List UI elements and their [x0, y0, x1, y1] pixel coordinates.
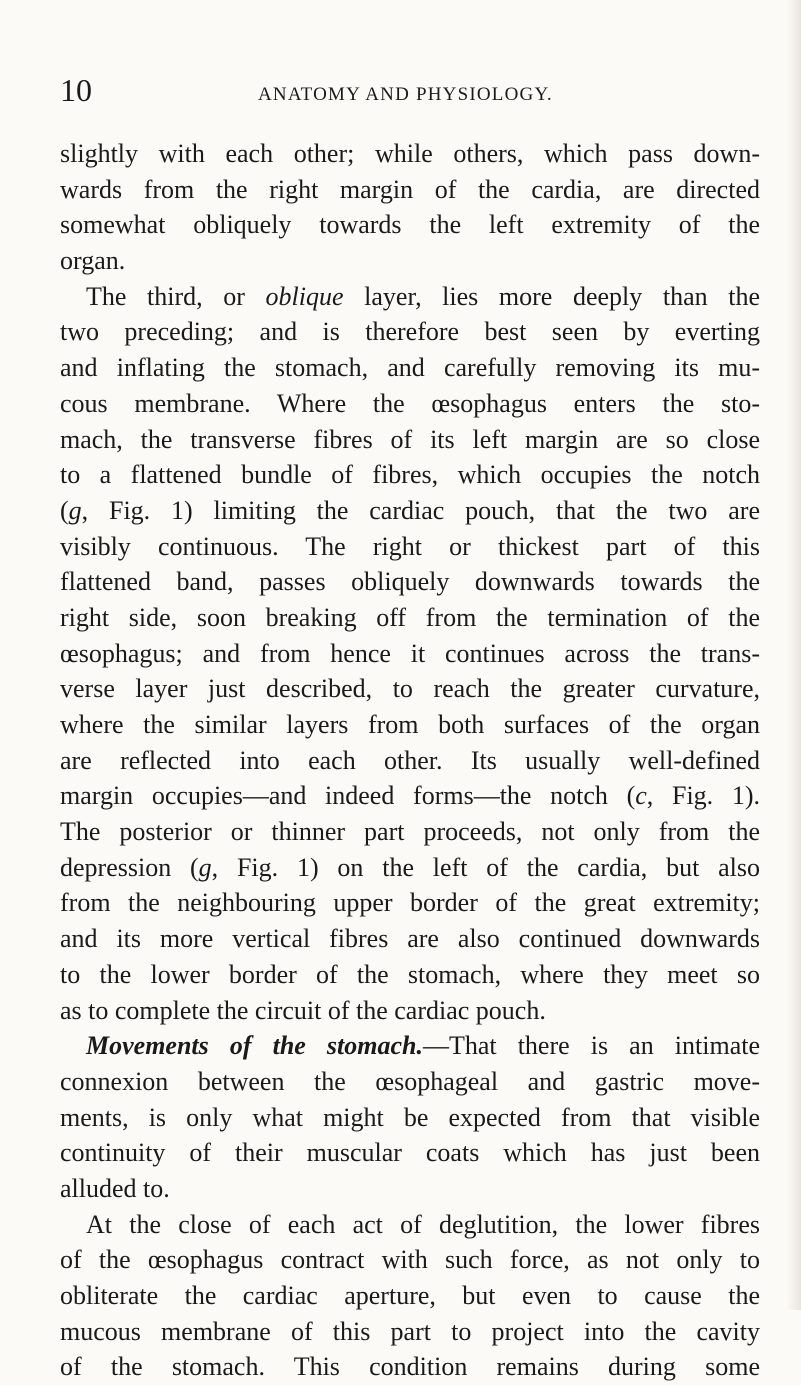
text-line: of the stomach. This condition remains during some: [60, 1352, 760, 1382]
text-line: to the lower border of the stomach, where they meet so: [60, 959, 760, 989]
text-line: ments, is only what might be expected from that visible: [60, 1102, 760, 1132]
text-line: as to complete the circuit of the cardiac pouch.: [60, 995, 546, 1025]
figure-letter: c: [635, 781, 647, 811]
text-line: from the neighbouring upper border of the great extremity;: [60, 888, 760, 918]
figure-letter: g: [198, 852, 212, 882]
text-line: (g, Fig. 1) limiting the cardiac pouch, that the two are: [60, 495, 760, 525]
text-line: two preceding; and is therefore best seen by everting: [60, 317, 760, 347]
text-line: and inflating the stomach, and carefully removing its mu-: [60, 353, 760, 383]
text-line: mucous membrane of this part to project into the cavity: [60, 1316, 760, 1346]
running-title: ANATOMY AND PHYSIOLOGY.: [258, 84, 553, 105]
text-line: cous membrane. Where the œsophagus enters the sto-: [60, 388, 760, 418]
text-line: slightly with each other; while others, which pass down-: [60, 139, 760, 168]
text-line: The posterior or thinner part proceeds, not only from the: [60, 817, 760, 847]
text-line: to a flattened bundle of fibres, which occupies the notch: [60, 460, 760, 490]
text-line: organ.: [60, 246, 126, 276]
text-line: visibly continuous. The right or thickest part of this: [60, 531, 760, 561]
text-line: margin occupies—and indeed forms—the notch (c, Fig. 1).: [60, 781, 761, 811]
page-header: [60, 72, 760, 118]
page-edge: [787, 0, 801, 1310]
text-line: where the similar layers from both surfaces of the organ: [60, 710, 760, 739]
text-line: œsophagus; and from hence it continues across the trans-: [60, 638, 760, 668]
section-heading: Movements of the stomach.: [86, 1031, 423, 1061]
text-line: connexion between the œsophageal and gastric move-: [60, 1066, 760, 1096]
text-line: continuity of their muscular coats which has just been: [60, 1138, 760, 1168]
text-line: wards from the right margin of the cardia, are directed: [60, 174, 760, 204]
text-line: Movements of the stomach.—That there is an intimate: [86, 1031, 760, 1061]
text-line: verse layer just described, to reach the greater curvature,: [60, 674, 760, 704]
text-line: obliterate the cardiac aperture, but even to cause the: [60, 1281, 760, 1310]
text-line: and its more vertical fibres are also continued downwards: [60, 924, 760, 954]
text-line: The third, or oblique layer, lies more deeply than the: [86, 281, 760, 311]
text-line: are reflected into each other. Its usually well-defined: [60, 745, 760, 775]
text-line: depression (g, Fig. 1) on the left of the cardia, but also: [60, 852, 761, 882]
figure-letter: g: [68, 495, 82, 525]
page-number: 10: [60, 72, 92, 108]
text-line: alluded to.: [60, 1173, 170, 1203]
body-text: [60, 136, 760, 1385]
text-line: right side, soon breaking off from the termination of the: [60, 602, 760, 632]
text-line: flattened band, passes obliquely downwards towards the: [60, 567, 760, 597]
text-line: somewhat obliquely towards the left extremity of the: [60, 210, 760, 240]
text-line: of the œsophagus contract with such force, as not only to: [60, 1245, 760, 1275]
text-line: mach, the transverse fibres of its left margin are so close: [60, 424, 760, 454]
italic-term: oblique: [265, 281, 344, 311]
text-line: At the close of each act of deglutition, the lower fibres: [86, 1209, 760, 1239]
